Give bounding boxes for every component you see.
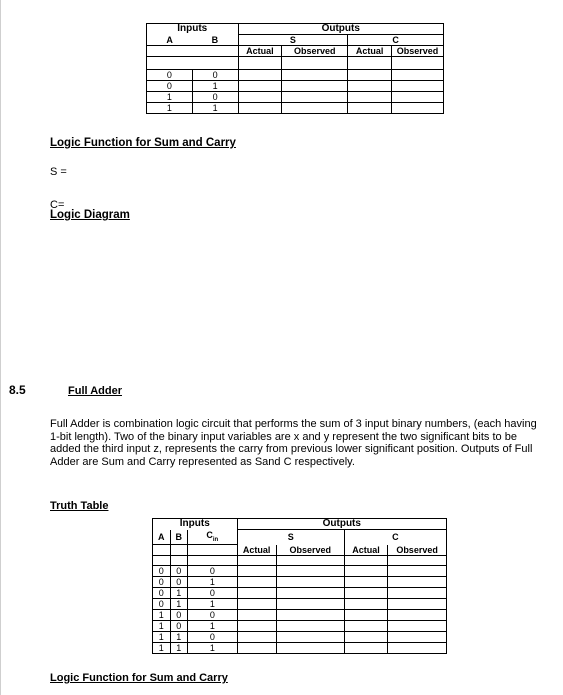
cell-s-observed (276, 642, 344, 653)
page-edge (0, 0, 1, 695)
cell-c-actual (348, 70, 392, 81)
cell-s-actual (237, 620, 276, 631)
table-row (153, 576, 447, 587)
cell-a: 1 (153, 631, 171, 642)
spacer-cell (344, 555, 387, 565)
cell-c-observed (392, 81, 444, 92)
s-observed-header: Observed (276, 545, 344, 556)
cell-cin: 0 (188, 609, 238, 620)
c-actual-header: Actual (348, 46, 392, 57)
spacer-cell (237, 555, 276, 565)
cell-cin: 1 (188, 642, 238, 653)
cell-b: 1 (192, 103, 238, 114)
cell-s-observed (282, 81, 348, 92)
blank-cell (147, 46, 193, 57)
cin-label: C (206, 529, 213, 540)
spacer-cell (188, 555, 238, 565)
table-row (147, 70, 444, 81)
spacer-cell (192, 57, 238, 70)
cell-s-observed (276, 598, 344, 609)
cell-c-actual (344, 587, 387, 598)
sum-equation: S = (50, 166, 67, 178)
cell-s-observed (282, 103, 348, 114)
cell-s-actual (238, 92, 282, 103)
cell-a: 1 (147, 92, 193, 103)
carry-equation: C= (50, 199, 65, 211)
col-s-header: S (238, 35, 348, 46)
cell-c-observed (388, 598, 447, 609)
cell-s-actual (237, 609, 276, 620)
cell-s-observed (276, 620, 344, 631)
spacer-cell (388, 555, 447, 565)
col-a-header: A (153, 530, 171, 545)
cell-c-observed (388, 620, 447, 631)
table-row (153, 642, 447, 653)
col-c-header: C (348, 35, 444, 46)
cell-a: 0 (153, 565, 171, 576)
cell-s-observed (276, 576, 344, 587)
outputs-header: Outputs (238, 24, 444, 35)
s-observed-header: Observed (282, 46, 348, 57)
col-cin-header (188, 530, 238, 545)
blank-cell (192, 46, 238, 57)
table-row (147, 103, 444, 114)
cell-c-actual (344, 598, 387, 609)
cell-a: 1 (153, 642, 171, 653)
cell-c-actual (348, 81, 392, 92)
outputs-header: Outputs (237, 519, 446, 530)
spacer-cell (147, 57, 193, 70)
truth-table-heading: Truth Table (50, 500, 109, 512)
cell-s-observed (282, 92, 348, 103)
cell-s-actual (237, 587, 276, 598)
s-actual-header: Actual (238, 46, 282, 57)
table-row (153, 565, 447, 576)
cell-s-observed (276, 565, 344, 576)
cell-c-actual (344, 642, 387, 653)
table-row (147, 81, 444, 92)
cell-a: 0 (153, 598, 171, 609)
spacer-cell (238, 57, 282, 70)
cell-c-actual (344, 576, 387, 587)
cell-c-observed (388, 609, 447, 620)
cell-c-actual (348, 103, 392, 114)
cell-s-actual (237, 565, 276, 576)
c-observed-header: Observed (388, 545, 447, 556)
cell-s-actual (238, 81, 282, 92)
cell-a: 0 (153, 587, 171, 598)
cell-cin: 1 (188, 576, 238, 587)
cell-s-observed (276, 587, 344, 598)
cell-s-actual (237, 576, 276, 587)
logic-diagram-heading: Logic Diagram (50, 209, 130, 221)
logic-function-heading: Logic Function for Sum and Carry (50, 137, 236, 149)
cell-b: 1 (170, 587, 188, 598)
table-row (153, 587, 447, 598)
blank-cell (188, 545, 238, 556)
cell-c-actual (348, 92, 392, 103)
cell-a: 1 (153, 609, 171, 620)
cin-subscript: in (212, 536, 219, 543)
s-actual-header: Actual (237, 545, 276, 556)
cell-cin: 1 (188, 598, 238, 609)
cell-a: 0 (147, 70, 193, 81)
cell-a: 1 (147, 103, 193, 114)
cell-b: 1 (170, 631, 188, 642)
table-row (153, 631, 447, 642)
cell-s-observed (282, 70, 348, 81)
full-adder-description: Full Adder is combination logic circuit that performs the sum of 3 input binary numbers, (each having 1-bit length). Two of the binary input variables are x and y represent the two significant bits to be added the third input z, represents the carry from previous lower significant position. Outputs of Full Adder are Sum and Carry represented as Sand C respectively. (50, 418, 537, 468)
c-actual-header: Actual (344, 545, 387, 556)
cell-s-observed (276, 609, 344, 620)
table-row (153, 620, 447, 631)
cell-s-actual (237, 598, 276, 609)
cell-b: 0 (170, 620, 188, 631)
col-b-header: B (170, 530, 188, 545)
spacer-cell (170, 555, 188, 565)
cell-s-actual (237, 642, 276, 653)
cell-cin: 0 (188, 565, 238, 576)
cell-b: 1 (170, 642, 188, 653)
cell-b: 0 (170, 565, 188, 576)
cell-c-observed (388, 565, 447, 576)
cell-c-observed (388, 587, 447, 598)
cell-cin: 1 (188, 620, 238, 631)
blank-cell (153, 545, 171, 556)
cell-c-observed (392, 92, 444, 103)
cell-c-observed (392, 103, 444, 114)
cell-b: 0 (192, 92, 238, 103)
cell-b: 1 (192, 81, 238, 92)
spacer-cell (282, 57, 348, 70)
section-title: Full Adder (68, 385, 122, 397)
cell-c-actual (344, 620, 387, 631)
section-number: 8.5 (9, 383, 26, 397)
cell-s-observed (276, 631, 344, 642)
blank-cell (170, 545, 188, 556)
cell-b: 0 (192, 70, 238, 81)
full-adder-truth-table (152, 518, 447, 654)
cell-b: 1 (170, 598, 188, 609)
col-c-header: C (344, 530, 446, 545)
spacer-cell (276, 555, 344, 565)
cell-c-actual (344, 565, 387, 576)
col-b-header: B (192, 35, 238, 46)
inputs-header: Inputs (147, 24, 239, 35)
cell-c-observed (388, 642, 447, 653)
cell-c-observed (392, 70, 444, 81)
cell-c-actual (344, 609, 387, 620)
spacer-cell (392, 57, 444, 70)
cell-cin: 0 (188, 587, 238, 598)
table-row (153, 598, 447, 609)
cell-a: 0 (147, 81, 193, 92)
table-row (153, 609, 447, 620)
cell-c-observed (388, 631, 447, 642)
cell-a: 1 (153, 620, 171, 631)
table-row (147, 92, 444, 103)
inputs-header: Inputs (153, 519, 238, 530)
half-adder-truth-table (146, 23, 444, 114)
cell-c-actual (344, 631, 387, 642)
cell-s-actual (238, 70, 282, 81)
cell-cin: 0 (188, 631, 238, 642)
cell-s-actual (238, 103, 282, 114)
cell-a: 0 (153, 576, 171, 587)
cell-b: 0 (170, 576, 188, 587)
col-a-header: A (147, 35, 193, 46)
full-adder-logic-heading: Logic Function for Sum and Carry (50, 672, 228, 684)
c-observed-header: Observed (392, 46, 444, 57)
spacer-cell (153, 555, 171, 565)
cell-c-observed (388, 576, 447, 587)
cell-b: 0 (170, 609, 188, 620)
cell-s-actual (237, 631, 276, 642)
col-s-header: S (237, 530, 344, 545)
spacer-cell (348, 57, 392, 70)
